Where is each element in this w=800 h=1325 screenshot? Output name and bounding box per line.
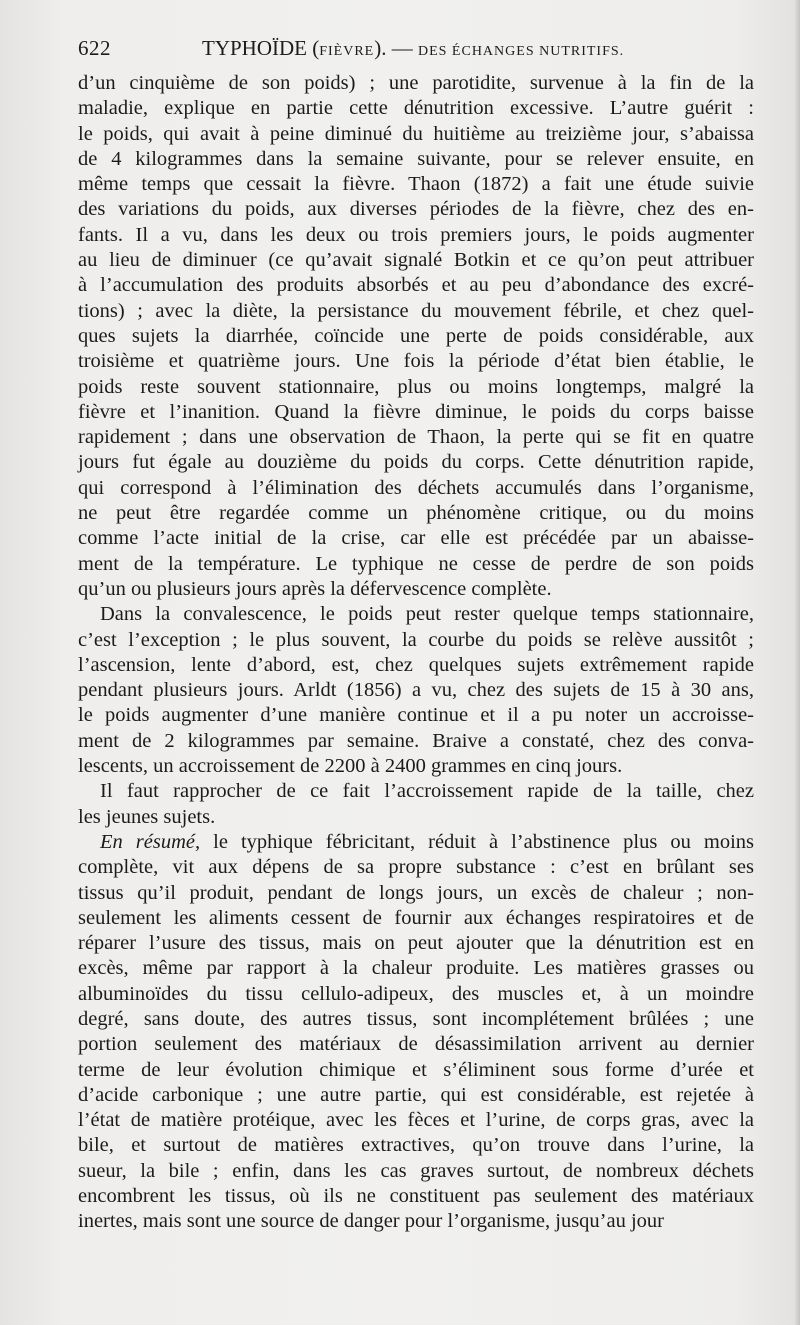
- paragraph: [78, 830, 754, 1235]
- text-line: d’un cinquième de son poids) ; une parotidite, survenue à la fin de la: [78, 72, 754, 94]
- text-line: maladie, explique en partie cette dénutrition excessive. L’autre guérit :: [78, 97, 754, 120]
- text-line: terme de leur évolution chimique et s’éliminent sous forme d’urée et: [78, 1058, 754, 1081]
- text-line: ques sujets la diarrhée, coïncide une perte de poids considérable, aux: [78, 324, 754, 347]
- text-line: l’ascension, lente d’abord, est, chez quelques sujets extrêmement rapide: [78, 653, 754, 676]
- text-line: complète, vit aux dépens de sa propre substance : c’est en brûlant ses: [78, 856, 754, 879]
- text-line: degré, sans doute, des autres tissus, sont incomplétement brûlées ; une: [78, 1007, 754, 1030]
- text-line: excès, même par rapport à la chaleur produite. Les matières grasses ou: [78, 957, 754, 980]
- text-line: ne peut être regardée comme un phénomène critique, ou du moins: [78, 502, 754, 525]
- text-line: c’est l’exception ; le plus souvent, la courbe du poids se relève aussitôt ;: [78, 628, 754, 651]
- text-line: poids reste souvent stationnaire, plus ou moins longtemps, malgré la: [78, 375, 754, 398]
- running-title-fievre: FIÈVRE: [319, 44, 375, 59]
- text-line: troisième et quatrième jours. Une fois la période d’état bien établie, le: [78, 350, 754, 373]
- text-line: à l’accumulation des produits absorbés et au peu d’abondance des excré-: [78, 274, 754, 297]
- text-line: seulement les aliments cessent de fournir aux échanges respiratoires et de: [78, 906, 754, 929]
- text-line: comme l’acte initial de la crise, car elle est précédée par un abaisse-: [78, 527, 754, 550]
- text-line: les jeunes sujets.: [78, 805, 216, 828]
- text-line: le poids augmenter d’une manière continue et il a pu noter un accroisse-: [78, 704, 754, 727]
- text-line: tions) ; avec la diète, la persistance du mouvement fébrile, et chez quel-: [78, 299, 754, 322]
- text-line: qu’un ou plusieurs jours après la défervescence complète.: [78, 577, 552, 600]
- running-title-dash: —: [386, 36, 418, 60]
- text-line: jours fut égale au douzième du poids du corps. Cette dénutrition rapide,: [78, 451, 754, 474]
- running-header: [78, 36, 754, 66]
- text-line: encombrent les tissus, où ils ne constituent pas seulement des matériaux: [78, 1185, 754, 1208]
- page-edge-shadow: [794, 0, 800, 1325]
- text-line: de 4 kilogrammes dans la semaine suivante, pour se relever ensuite, en: [78, 147, 754, 170]
- paragraph: [78, 779, 754, 830]
- page-number: 622: [78, 36, 111, 60]
- text-line: pendant plusieurs jours. Arldt (1856) a vu, chez des sujets de 15 à 30 ans,: [78, 679, 754, 702]
- running-title-main: TYPHOÏDE (: [202, 36, 320, 60]
- text-line: même temps que cessait la fièvre. Thaon (1872) a fait une étude suivie: [78, 173, 754, 196]
- body-text: [78, 71, 754, 1235]
- text-line: portion seulement des matériaux de désassimilation arrivent au dernier: [78, 1033, 754, 1056]
- text-line: lescents, un accroissement de 2200 à 2400 grammes en cinq jours.: [78, 755, 623, 778]
- text-line: sueur, la bile ; enfin, dans les cas graves surtout, de nombreux déchets: [78, 1159, 754, 1182]
- text-line: [78, 830, 754, 855]
- emphasis-lead: En résumé,: [100, 830, 201, 853]
- text-line: d’acide carbonique ; une autre partie, qui est considérable, est rejetée à: [78, 1083, 754, 1106]
- text-line: fants. Il a vu, dans les deux ou trois premiers jours, le poids augmenter: [78, 223, 754, 246]
- text-line: ment de la température. Le typhique ne cesse de perdre de son poids: [78, 552, 754, 575]
- text-line: Dans la convalescence, le poids peut rester quelque temps stationnaire,: [100, 603, 754, 626]
- text-line: des variations du poids, aux diverses périodes de la fièvre, chez des en-: [78, 198, 754, 221]
- text-line: ment de 2 kilogrammes par semaine. Braive a constaté, chez des conva-: [78, 729, 754, 752]
- text-line: qui correspond à l’élimination des déchets accumulés dans l’organisme,: [78, 476, 754, 499]
- line-text: le typhique fébricitant, réduit à l’abstinence plus ou moins: [200, 830, 755, 853]
- text-line: bile, et surtout de matières extractives, qu’on trouve dans l’urine, la: [78, 1134, 754, 1157]
- text-line: l’état de matière protéique, avec les fèces et l’urine, de corps gras, avec la: [78, 1109, 754, 1132]
- text-line: Il faut rapprocher de ce fait l’accroissement rapide de la taille, chez: [100, 780, 754, 803]
- text-line: au lieu de diminuer (ce qu’avait signalé Botkin et ce qu’on peut attribuer: [78, 249, 754, 272]
- paragraph: [78, 71, 754, 602]
- running-title-section: DES ÉCHANGES NUTRITIFS.: [417, 44, 625, 59]
- text-line: le poids, qui avait à peine diminué du huitième au treizième jour, s’abaissa: [78, 122, 754, 145]
- text-line: inertes, mais sont une source de danger pour l’organisme, jusqu’au jour: [78, 1210, 665, 1233]
- text-line: rapidement ; dans une observation de Thaon, la perte qui se fit en quatre: [78, 426, 754, 449]
- text-line: tissus qu’il produit, pendant de longs jours, un excès de chaleur ; non-: [78, 881, 754, 904]
- text-line: fièvre et l’inanition. Quand la fièvre diminue, le poids du corps baisse: [78, 400, 754, 423]
- paragraph: [78, 602, 754, 779]
- text-line: albuminoïdes du tissu cellulo-adipeux, des muscles et, à un moindre: [78, 982, 754, 1005]
- running-title-close: ).: [374, 36, 387, 60]
- running-title: [202, 36, 624, 61]
- text-line: réparer l’usure des tissus, mais on peut ajouter que la dénutrition est en: [78, 932, 754, 955]
